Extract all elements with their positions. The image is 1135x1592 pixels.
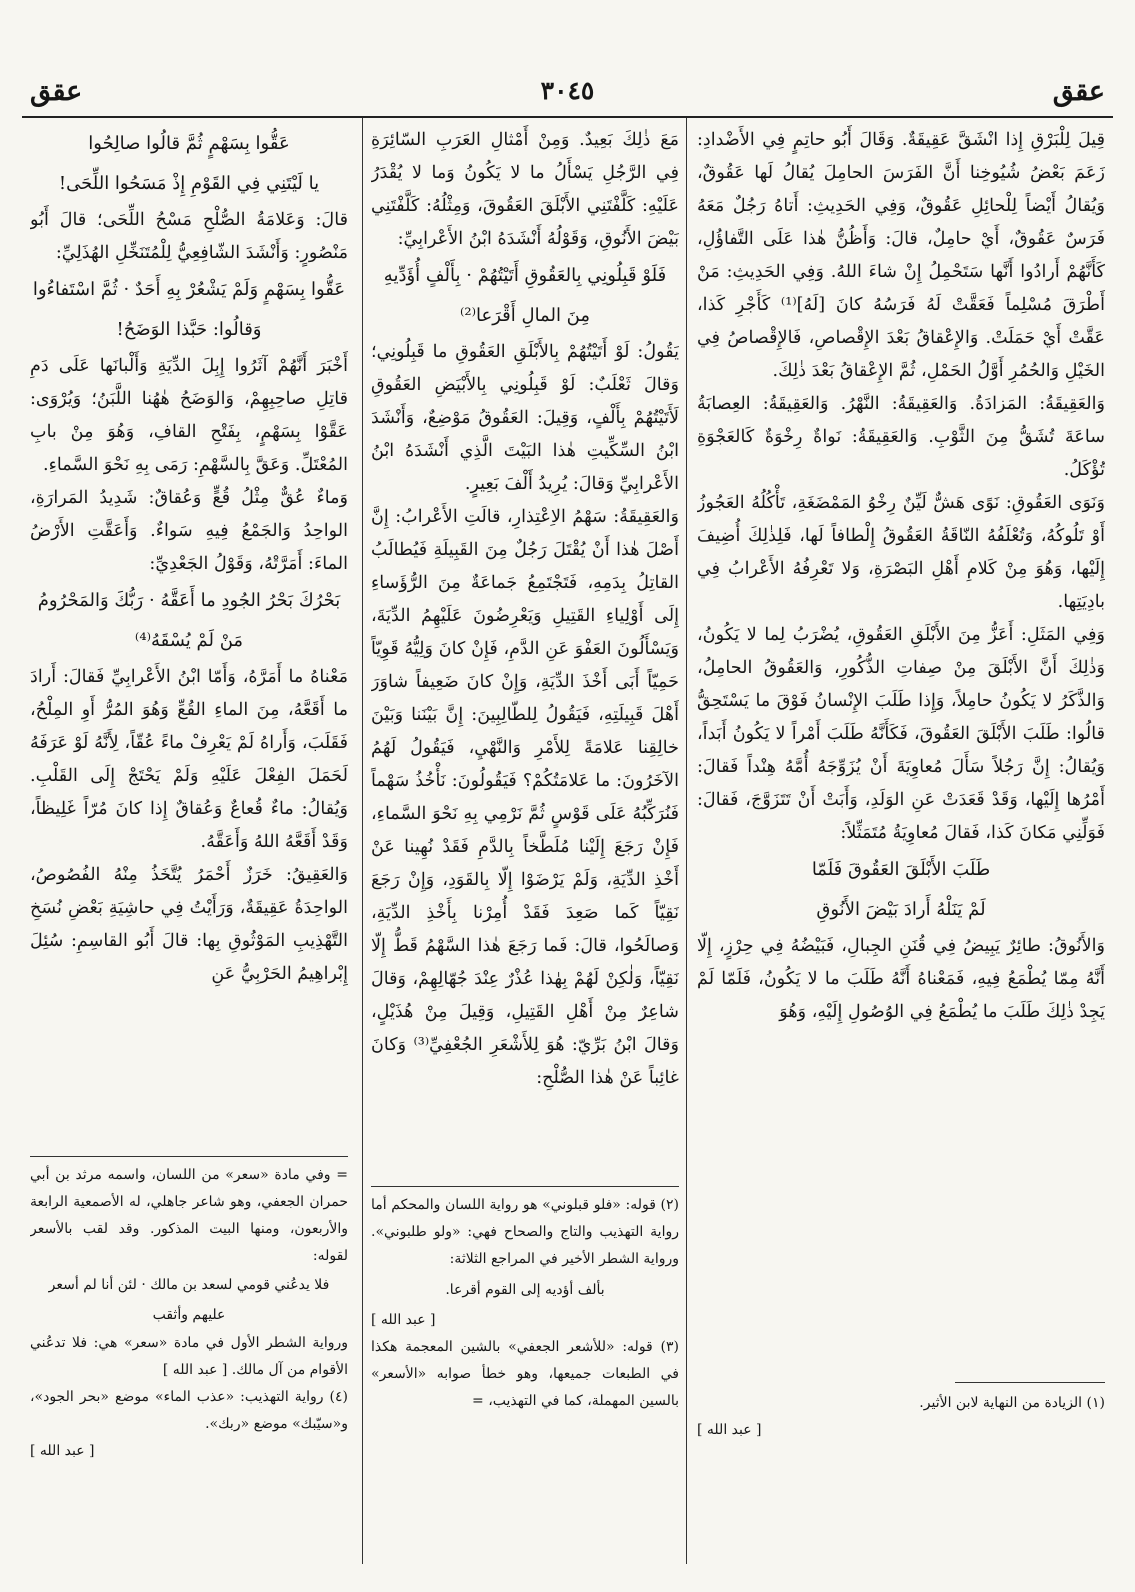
- poem-verse: بَحْرُكَ بَحْرُ الجُودِ ما أَعَقَّهُ · رَبُّكَ وَالمَحْرُومُ مَنْ لَمْ يُسْقَهُ⁽⁴⁾: [37, 590, 341, 651]
- paragraph: وَالعَقِيقُ: خَرَزٌ أَحْمَرُ يُتَّخَذُ مِنْهُ الفُصُوصُ، الواحِدَةُ عَقِيقَةٌ، وَرَأَيْتُ فِي حاشِيَةِ بَعْضِ نُسَخِ التَّهْذِيبِ المَوْثُوقِ بِها: قالَ أَبُو القاسِمِ: سُئِلَ إِبْراهِيمُ الحَرْبِيُّ عَنِ: [30, 865, 348, 984]
- paragraph: وَالعَقِيقَةُ: سَهْمُ الاِعْتِذارِ، قالَتِ الأَعْرابُ: إِنَّ أَصْلَ هٰذا أَنْ يُقْتَلَ رَجُلٌ مِنَ القَبِيلَةِ فَيُطالَبُ القاتِلُ بِدَمِهِ، فَتَجْتَمِعُ جَماعَةٌ مِنَ الرُّؤَساءِ إِلَى أَوْلِياءِ القَتِيلِ وَيَعْرِضُونَ عَلَيْهِمُ الدِّيَةَ، وَيَسْأَلُونَ العَفْوَ عَنِ الدَّمِ، فَإِنْ كانَ وَلِيُّهُ قَوِيّاً حَمِيّاً أَبَى أَخْذَ الدِّيَةِ، وَإِنْ كانَ ضَعِيفاً شاوَرَ أَهْلَ قَبِيلَتِهِ، فَيَقُولُ لِلطّالِبِينَ: إِنَّ بَيْنَنا وَبَيْنَ خالِقِنا عَلامَةً لِلأَمْرِ وَالنَّهْيِ، فَيَقُولُ لَهُمُ الآخَرُونَ: ما عَلامَتُكُمْ؟ فَيَقُولُونَ: نَأْخُذُ سَهْماً فَنُرَكِّبُهُ عَلَى قَوْسٍ ثُمَّ نَرْمِي بِهِ نَحْوَ السَّماءِ، فَإِنْ رَجَعَ إِلَيْنا مُلَطَّخاً بِالدَّمِ فَقَدْ نُهِينا عَنْ أَخْذِ الدِّيَةِ، وَلَمْ يَرْضَوْا إِلّا بِالقَوَدِ، وَإِنْ رَجَعَ نَقِيّاً كَما صَعِدَ فَقَدْ أُمِرْنا بِأَخْذِ الدِّيَةِ، وَصالَحُوا، قالَ: فَما رَجَعَ هٰذا السَّهْمُ قَطُّ إِلّا نَقِيّاً، وَلٰكِنْ لَهُمْ بِهٰذا عُذْرٌ عِنْدَ جُهّالِهِمْ، وَقالَ شاعِرٌ مِنْ أَهْلِ القَتِيلِ، وَقِيلَ مِنْ هُذَيْلٍ، وَقالَ ابْنُ بَرِّيّ: هُوَ لِلأَشْعَرِ الجُعْفِيِّ⁽³⁾ وَكانَ غائِباً عَنْ هٰذا الصُّلْحِ:: [371, 507, 679, 1088]
- header-root-left: عقق: [30, 76, 83, 107]
- page-number: ٣٠٤٥: [540, 76, 595, 105]
- paragraph: وَالعَقِيقَةُ: المَزادَةُ. وَالعَقِيقَةُ: النَّهْرُ. وَالعَقِيقَةُ: العِصابَةُ ساعَةَ تُشَقُّ مِنَ الثَّوْبِ. وَالعَقِيقَةُ: نَواةٌ رِخْوَةٌ كَالعَجْوَةِ تُؤْكَلُ.: [697, 394, 1105, 480]
- verse-line: طَلَبَ الأَبْلَقَ العَقُوقَ فَلَمّا: [811, 859, 991, 880]
- footnote-rule-right: [955, 1382, 1105, 1383]
- poem-verse: عَقُّوا بِسَهْمٍ ثُمَّ قالُوا صالِحُوا: [88, 133, 290, 154]
- paragraph: قِيلَ لِلْبَرْقِ إِذا انْشَقَّ عَقِيقَةٌ. وَقَالَ أَبُو حاتِمٍ فِي الأَضْدادِ: زَعَمَ بَعْضُ شُيُوخِنا أَنَّ الفَرَسَ الحامِلَ يُقالُ لَها عَقُوقٌ، وَيُقالُ أَيْضاً لِلْحائِلِ عَقُوقٌ، وَفِي الحَدِيثِ: أَتاهُ رَجُلٌ مَعَهُ فَرَسٌ عَقُوقٌ، أَيْ حامِلٌ، قالَ: وَأَظُنُّ هٰذا عَلَى التَّفاؤُلِ، كَأَنَّهُمْ أَرادُوا أَنَّها سَتَحْمِلُ إِنْ شاءَ اللهُ. وَفِي الحَدِيثِ: مَنْ أَطْرَقَ مُسْلِماً فَعَقَّتْ لَهُ فَرَسُهُ كانَ [لَهُ]⁽¹⁾ كَأَجْرِ كَذا، عَقَّتْ أَيْ حَمَلَتْ. وَالإِعْقاقُ بَعْدَ الإِقْصاصِ، فَالإِقْصاصُ فِي الخَيْلِ وَالحُمُرِ أَوَّلُ الحَمْلِ، ثُمَّ الإِعْقاقُ بَعْدَ ذٰلِكَ.: [697, 130, 1105, 381]
- poem-verse: [697, 850, 1105, 930]
- header-rule: [22, 116, 1113, 118]
- footnote-signature: [ عبد الله ]: [30, 1443, 95, 1459]
- paragraph: وَنَوَى العَقُوقِ: نَوًى هَشٌّ لَيِّنٌ رِخْوُ المَمْضَغَةِ، تَأْكُلُهُ العَجُوزُ أَوْ تَلُوكُهُ، وَتُعْلَفُهُ النّاقَةُ العَقُوقُ إِلْطافاً لَها، فَلِذٰلِكَ أُضِيفَ إِلَيْها، وَهُوَ مِنْ كَلامِ أَهْلِ البَصْرَةِ، وَلا تَعْرِفُهُ الأَعْرابُ فِي بادِيَتِها.: [697, 493, 1105, 612]
- header-root-right: عقق: [1052, 76, 1105, 107]
- poem-verse: فَلَوْ قَبِلُونِي بِالعَقُوقِ أَتَيْتُهُمْ · بِأَلْفٍ أُؤَدِّيهِ مِنَ المالِ أَقْرَعا⁽²⁾: [383, 265, 667, 326]
- footnote: (٤) رواية التهذيب: «عذب الماء» موضع «بحر الجود»، و«سيّبك» موضع «ربك».: [30, 1389, 348, 1432]
- column-divider-right: [686, 118, 687, 1564]
- paragraph: مَعْناهُ ما أَمَرَّهُ، وَأَمّا ابْنُ الأَعْرابِيِّ فَقالَ: أَرادَ ما أَقَعَّهُ، مِنَ الماءِ القُعِّ وَهُوَ المُرُّ أَوِ المِلْحُ، فَقَلَبَ، وَأَراهُ لَمْ يَعْرِفْ ماءً عُقّاً، لِأَنَّهُ لَوْ عَرَفَهُ لَحَمَلَ الفِعْلَ عَلَيْهِ وَلَمْ يَحْتَجْ إِلَى القَلْبِ. وَيُقالُ: ماءٌ قُعاعٌ وَعُقاقٌ إِذا كانَ مُرّاً غَلِيظاً، وَقَدْ أَقَعَّهُ اللهُ وَأَعَقَّهُ.: [30, 667, 348, 852]
- paragraph: وَالأَنُوقُ: طائِرٌ يَبِيضُ فِي قُنَنِ الجِبالِ، فَبَيْضُهُ فِي حِرْزٍ، إِلّا أَنَّهُ مِمّا يُطْمَعُ فِيهِ، فَمَعْناهُ أَنَّهُ طَلَبَ ما لا يَكُونُ، فَلَمّا لَمْ يَجِدْ ذٰلِكَ طَلَبَ ما يُطْمَعُ فِي الوُصُولِ إِلَيْهِ، وَهُوَ: [697, 936, 1105, 1022]
- column-right: [697, 124, 1105, 1179]
- footnote-rule-middle: [371, 1186, 679, 1187]
- paragraph: وَماءٌ عُقٌّ مِثْلُ قُعٍّ وَعُقاقٌ: شَدِيدُ المَرارَةِ، الواحِدُ وَالجَمْعُ فِيهِ سَواءٌ. وَأَعَقَّتِ الأَرْضُ الماءَ: أَمَرَّتْهُ، وَقَوْلُ الجَعْدِيِّ:: [30, 488, 348, 574]
- footnotes-right: [697, 1390, 1105, 1470]
- footnote-signature: [ عبد الله ]: [371, 1312, 436, 1328]
- paragraph: أَخْبَرَ أَنَّهُمْ آثَرُوا إِبِلَ الدِّيَةِ وَأَلْبانَها عَلَى دَمِ قاتِلِ صاحِبِهِمْ، وَالوَضَحُ هٰهُنا اللَّبَنُ؛ وَيُرْوَى: عَقَّوْا بِسَهْمٍ، بِفَتْحِ القافِ، وَهُوَ مِنْ بابِ المُعْتَلِّ. وَعَقَّ بِالسَّهْمِ: رَمَى بِهِ نَحْوَ السَّماءِ.: [30, 356, 348, 475]
- footnote-verse: بألف أؤديه إلى القوم أقرعا.: [445, 1282, 605, 1298]
- footnote: (١) الزيادة من النهاية لابن الأثير.: [919, 1395, 1105, 1411]
- paragraph: مَعَ ذٰلِكَ بَعِيدٌ. وَمِنْ أَمْثالِ العَرَبِ السّائِرَةِ فِي الرَّجُلِ يَسْأَلُ ما لا يَكُونُ وَما لا يُقْدَرُ عَلَيْهِ: كَلَّفْتَنِي الأَبْلَقَ العَقُوقَ، وَمِثْلُهُ: كَلَّفْتَنِي بَيْضَ الأَنُوقِ، وَقَوْلُهُ أَنْشَدَهُ ابْنُ الأَعْرابِيِّ:: [371, 130, 679, 249]
- poem-verse: عَقُّوا بِسَهْمٍ وَلَمْ يَشْعُرْ بِهِ أَحَدٌ · ثُمَّ اسْتَفاءُوا وَقالُوا: حَبَّذا الوَضَحُ!: [32, 279, 346, 340]
- poem-verse: يا لَيْتَنِي فِي القَوْمِ إِذْ مَسَحُوا اللِّحَى!: [58, 173, 320, 194]
- footnotes-middle: [371, 1192, 679, 1552]
- footnote: ورواية الشطر الأول في مادة «سعر» هي: فلا تدعُني الأقوام من آل مالك. [ عبد الله ]: [30, 1335, 348, 1378]
- paragraph: وَفِي المَثَلِ: أَعَزُّ مِنَ الأَبْلَقِ العَقُوقِ، يُضْرَبُ لِما لا يَكُونُ، وَذٰلِكَ أَنَّ الأَبْلَقَ مِنْ صِفاتِ الذُّكُورِ، وَالعَقُوقُ الحامِلُ، وَالذَّكَرُ لا يَكُونُ حامِلاً، وَإِذا طَلَبَ الإِنْسانُ فَوْقَ ما يَسْتَحِقُّ قالُوا: طَلَبَ الأَبْلَقَ العَقُوقَ، فَكَأَنَّهُ طَلَبَ أَمْراً لا يَكُونُ أَبَداً، وَيُقالُ: إِنَّ رَجُلاً سَأَلَ مُعاوِيَةَ أَنْ يُزَوِّجَهُ أُمَّهُ هِنْداً فَقالَ: أَمْرُها إِلَيْها، وَقَدْ قَعَدَتْ عَنِ الوَلَدِ، وَأَبَتْ أَنْ تَتَزَوَّجَ، فَقالَ: فَوَلِّنِي مَكانَ كَذا، فَقالَ مُعاوِيَةُ مُتَمَثِّلاً:: [697, 625, 1105, 843]
- paragraph: يَقُولُ: لَوْ أَتَيْتُهُمْ بِالأَبْلَقِ العَقُوقِ ما قَبِلُونِي؛ وَقالَ ثَعْلَبٌ: لَوْ قَبِلُونِي بِالأَبْيَضِ العَقُوقِ لَأَتَيْتُهُمْ بِأَلْفٍ، وَقِيلَ: العَقُوقُ مَوْضِعٌ، وَأَنْشَدَ ابْنُ السِّكِّيتِ هٰذا البَيْتَ الَّذِي أَنْشَدَهُ ابْنُ الأَعْرابِيِّ وَقالَ: يُرِيدُ أَلْفَ بَعِيرٍ.: [371, 342, 679, 494]
- column-divider-left: [362, 118, 363, 1564]
- footnote-verse: فلا يدعُني قومي لسعد بن مالك · لئن أنا لم أسعر عليهم وأثقب: [48, 1277, 330, 1323]
- footnote-signature: [ عبد الله ]: [697, 1422, 762, 1438]
- footnotes-left: [30, 1162, 348, 1492]
- footnote: (٢) قوله: «فلو قبلوني» هو رواية اللسان والمحكم أما رواية التهذيب والتاج والصحاح فهي: «ولو طلبوني». ورواية الشطر الأخير في المراجع الثلاثة:: [371, 1197, 679, 1267]
- column-middle: [371, 124, 679, 1194]
- footnote: = وفي مادة «سعر» من اللسان، واسمه مرثد بن أبي حمران الجعفي، وهو شاعر جاهلي، له الأصمعية الرابعة والأربعون، ومنها البيت المذكور. وقد لقب بالأسعر لقوله:: [30, 1167, 348, 1264]
- column-left: [30, 124, 348, 1129]
- verse-line: لَمْ يَنَلْهُ أَرادَ بَيْضَ الأَنُوقِ: [816, 899, 986, 920]
- footnote-rule-left: [30, 1156, 348, 1157]
- paragraph: قالَ: وَعَلامَةُ الصُّلْحِ مَسْحُ اللِّحَى؛ قالَ أَبُو مَنْصُورٍ: وَأَنْشَدَ الشّافِعِيُّ لِلْمُتَنَخِّلِ الهُذَلِيِّ:: [30, 210, 348, 263]
- page-header: [22, 70, 1113, 116]
- footnote: (٣) قوله: «للأشعر الجعفي» بالشين المعجمة هكذا في الطبعات جميعها، وهو خطأ صوابه «الأسعر» بالسين المهملة، كما في التهذيب، =: [371, 1339, 679, 1409]
